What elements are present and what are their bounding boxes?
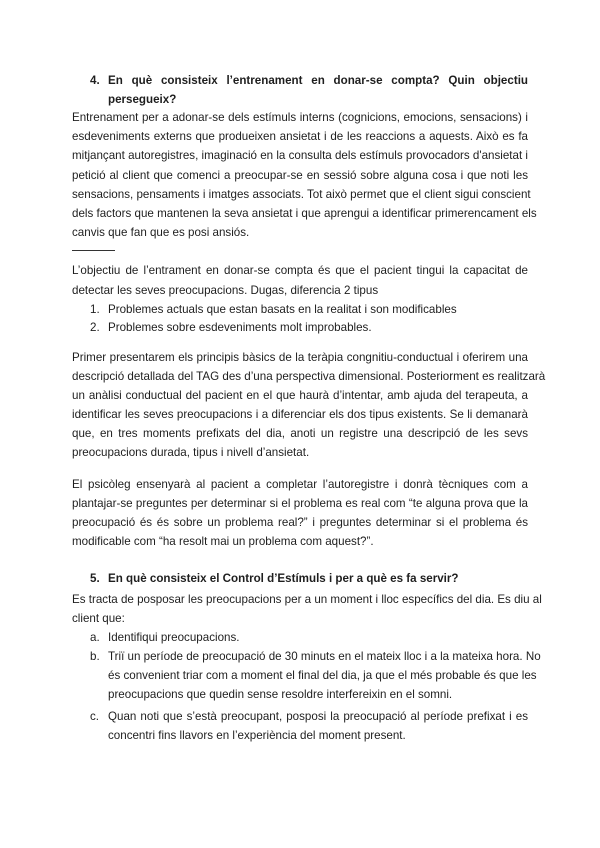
paragraph-line: Entrenament per a adonar-se dels estímuls interns (cognicions, emocions, sensacions) i [72, 111, 528, 124]
paragraph-line: dels factors que mantenen la seva ansietat i que aprengui a identificar primerencament els [72, 207, 537, 220]
list-item-line: és convenient triar com a moment el final del dia, ja que el més probable és que les [108, 669, 537, 682]
list-item-line: Problemes sobre esdeveniments molt improbables. [108, 321, 372, 334]
list-item-line: preocupacions que quedin sense resoldre interfereixin en el somni. [108, 688, 453, 701]
list-marker: 1. [90, 303, 100, 316]
list-item-line: concentri fins llavors en l’experiència del moment present. [108, 729, 406, 742]
heading-number: 5. [90, 572, 100, 585]
paragraph-line: Es tracta de posposar les preocupacions per a un moment i lloc específics del dia. Es diu al [72, 593, 542, 606]
paragraph-line: plantajar-se preguntes per determinar si el problema es real com “te alguna prova que la [72, 497, 528, 510]
paragraph-line: detectar les seves preocupacions. Dugas, diferencia 2 tipus [72, 284, 379, 297]
list-marker: 2. [90, 321, 100, 334]
paragraph-line: mitjançant autoregistres, imaginació en la consulta dels estímuls provocadors d'ansietat i [72, 149, 528, 162]
paragraph-line: L’objectiu de l’entrament en donar-se compta és que el pacient tingui la capacitat de [72, 264, 528, 277]
list-item-line: Problemes actuals que estan basats en la realitat i son modificables [108, 303, 457, 316]
paragraph-line: modificable com “ha resolt mai un problema com aquest?”. [72, 535, 374, 548]
paragraph-line: sensacions, pensaments i imatges associats. Tot això permet que el client sigui conscient [72, 188, 531, 201]
paragraph-line: que, en tres moments prefixats del dia, anoti un registre una descripció de les sevs [72, 427, 528, 440]
heading-text: persegueix? [108, 93, 177, 106]
heading-text: En què consisteix el Control d’Estímuls i per a què es fa servir? [108, 572, 459, 585]
list-marker: a. [90, 631, 100, 644]
list-item-line: Quan noti que s’està preocupant, posposi la preocupació al període prefixat i es [108, 710, 528, 723]
list-item-line: Triï un període de preocupació de 30 minuts en el mateix lloc i a la mateixa hora. No [108, 650, 541, 663]
paragraph-line: identificar les seves preocupacions i a diferenciar els dos tipus existents. Se li demanarà [72, 408, 528, 421]
paragraph-line: client que: [72, 612, 125, 625]
list-marker: c. [90, 710, 100, 723]
paragraph-line: descripció detallada del TAG des d’una perspectiva dimensional. Posteriorment es realitzarà [72, 370, 546, 383]
paragraph-line: petició al client que comenci a preocupar-se en sessió sobre alguna cosa i que noti les [72, 169, 528, 182]
paragraph-line: El psicòleg ensenyarà al pacient a completar l’autoregistre i donrà tècniques com a [72, 478, 528, 491]
paragraph-line: un anàlisi conductual del pacient en el que haurà d’intentar, amb ajuda del terapeuta, a [72, 389, 528, 402]
paragraph-line: canvis que fan que es posi ansiós. [72, 226, 250, 239]
separator-line [72, 250, 115, 251]
paragraph-line: Primer presentarem els principis bàsics de la teràpia congnitiu-conductual i oferirem una [72, 351, 528, 364]
paragraph-line: preocupacions durada, tipus i nivell d’ansietat. [72, 446, 310, 459]
list-marker: b. [90, 650, 100, 663]
heading-text: En què consisteix l’entrenament en donar-se compta? Quin objectiu [108, 74, 528, 87]
paragraph-line: esdeveniments externs que produeixen ansietat i de les reaccions a aquests. Això es fa [72, 130, 528, 143]
heading-number: 4. [90, 74, 100, 87]
list-item-line: Identifiqui preocupacions. [108, 631, 240, 644]
paragraph-line: preocupació és és sobre un problema real?” i preguntes determinar si el problema és [72, 516, 528, 529]
